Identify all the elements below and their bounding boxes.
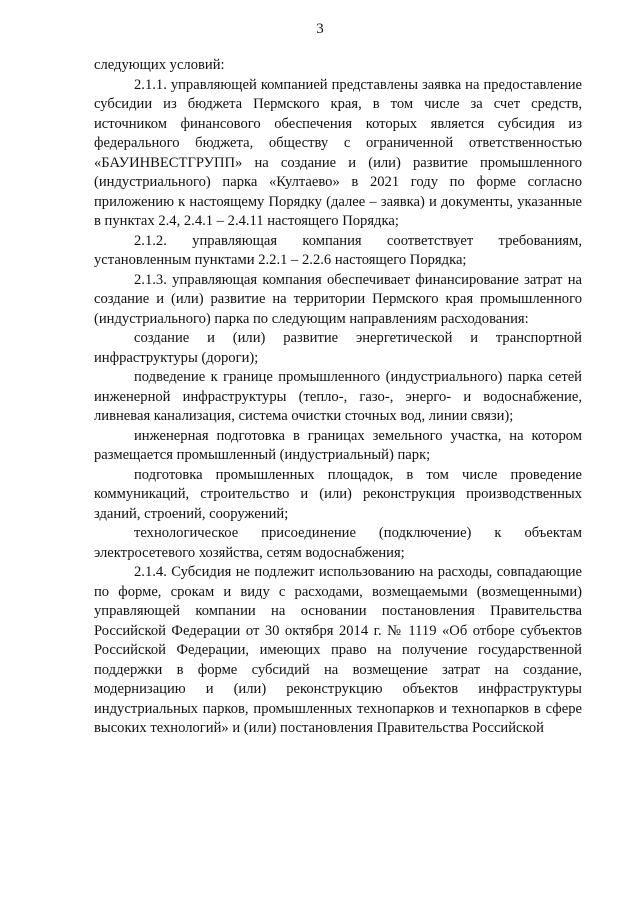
page-number: 3 — [316, 21, 324, 37]
paragraph-2-1-4: 2.1.4. Субсидия не подлежит использованию на расходы, совпадающие по форме, срокам и виду с расходами, возмещаемыми (возмещенными) управляющей компании на основании постановления Правительства Российской Федерации от 30 октября 2014 г. № 1119 «Об отборе субъектов Российской Федерации, имеющих право на получение государственной поддержки в форме субсидий на возмещение затрат на создание, модернизацию и (или) реконструкцию объектов инфраструктуры индустриальных парков, промышленных технопарков и технопарков в сфере высоких технологий» и (или) постановления Правительства Российской — [94, 564, 582, 736]
paragraph-2-1-1: 2.1.1. управляющей компанией представлены заявка на предоставление субсидии из бюджета Пермского края, в том числе за счет средств, источником финансового обеспечения которых является субсидия из федерального бюджета, обществу с ограниченной ответственностью «БАУИНВЕСТГРУПП» на создание и (или) развитие промышленного (индустриального) парка «Култаево» в 2021 году по форме согласно приложению к настоящему Порядку (далее – заявка) и документы, указанные в пунктах 2.4, 2.4.1 – 2.4.11 настоящего Порядка; — [94, 76, 582, 229]
document-body — [94, 56, 582, 739]
paragraph-grid-connection: технологическое присоединение (подключение) к объектам электросетевого хозяйства, сетям водоснабжения; — [94, 525, 582, 561]
paragraph-energy-transport: создание и (или) развитие энергетической и транспортной инфраструктуры (дороги); — [94, 330, 582, 366]
paragraph-site-preparation: подготовка промышленных площадок, в том числе проведение коммуникаций, строительство и (или) реконструкция производственных зданий, строений, сооружений; — [94, 466, 582, 522]
paragraph-land-preparation: инженерная подготовка в границах земельного участка, на котором размещается промышленный (индустриальный) парк; — [94, 427, 582, 463]
paragraph-2-1-2: 2.1.2. управляющая компания соответствует требованиям, установленным пунктами 2.2.1 – 2.2.6 настоящего Порядка; — [94, 232, 582, 268]
paragraph-2-1-3: 2.1.3. управляющая компания обеспечивает финансирование затрат на создание и (или) развитие на территории Пермского края промышленного (индустриального) парка по следующим направлениям расходования: — [94, 271, 582, 327]
paragraph-continuation: следующих условий: — [94, 57, 225, 73]
paragraph-engineering-networks: подведение к границе промышленного (индустриального) парка сетей инженерной инфраструктуры (тепло-, газо-, энерго- и водоснабжение, ливневая канализация, система очистки сточных вод, линии связи); — [94, 369, 582, 424]
